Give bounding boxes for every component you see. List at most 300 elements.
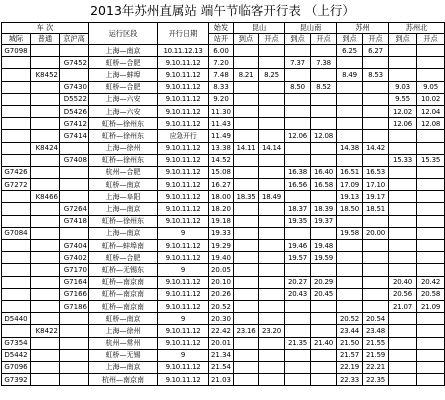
cell-train-regular: [31, 361, 60, 373]
cell-suzhou-depart: 17.10: [363, 179, 389, 191]
cell-origin-depart: 21.03: [209, 374, 234, 386]
cell-origin-depart: 19.29: [209, 240, 234, 252]
cell-suzhou-north-arrive: [389, 166, 417, 178]
cell-route: 杭州—南京南: [89, 374, 158, 386]
cell-suzhou-north-arrive: [389, 203, 417, 215]
cell-suzhou-north-arrive: 21.07: [389, 300, 417, 312]
cell-suzhou-north-depart: 20.42: [417, 276, 445, 288]
cell-kunshan-depart: [259, 118, 285, 130]
cell-run-dates: 9.10.11.12: [158, 93, 209, 105]
cell-train-regular: [31, 166, 60, 178]
cell-suzhou-north-arrive: [389, 179, 417, 191]
cell-train-intercity: [2, 81, 31, 93]
table-row: [2, 349, 445, 361]
cell-train-intercity: [2, 69, 31, 81]
cell-kunshan-depart: [259, 166, 285, 178]
cell-kunshan-south-depart: 18.39: [311, 203, 337, 215]
cell-kunshan-south-arrive: [285, 191, 311, 203]
cell-suzhou-arrive: [337, 118, 363, 130]
cell-kunshan-south-arrive: [285, 118, 311, 130]
cell-suzhou-north-depart: [417, 45, 445, 57]
cell-kunshan-south-arrive: 8.50: [285, 81, 311, 93]
cell-route: 上海—六安: [89, 105, 158, 117]
cell-kunshan-depart: [259, 361, 285, 373]
cell-run-dates: 9.10.11.12: [158, 252, 209, 264]
table-row: [2, 45, 445, 57]
cell-train-intercity: [2, 240, 31, 252]
cell-route: 虹桥—合肥: [89, 57, 158, 69]
cell-suzhou-north-depart: [417, 361, 445, 373]
cell-origin-depart: 20.52: [209, 300, 234, 312]
cell-route: 虹桥—无锡: [89, 349, 158, 361]
cell-suzhou-arrive: 18.50: [337, 203, 363, 215]
cell-kunshan-arrive: [234, 93, 259, 105]
cell-origin-depart: 13.38: [209, 142, 234, 154]
cell-kunshan-depart: [259, 215, 285, 227]
cell-kunshan-depart: 8.25: [259, 69, 285, 81]
cell-kunshan-south-arrive: [285, 264, 311, 276]
cell-train-intercity: [2, 154, 31, 166]
table-row: [2, 130, 445, 142]
table-row: [2, 203, 445, 215]
header-jinghu: 京沪高: [60, 34, 89, 45]
cell-kunshan-depart: [259, 81, 285, 93]
cell-origin-depart: 6.00: [209, 45, 234, 57]
cell-suzhou-arrive: [337, 154, 363, 166]
cell-suzhou-north-depart: [417, 374, 445, 386]
cell-kunshan-arrive: [234, 130, 259, 142]
cell-train-regular: K8452: [31, 69, 60, 81]
cell-origin-depart: 20.10: [209, 276, 234, 288]
cell-suzhou-depart: 6.27: [363, 45, 389, 57]
cell-train-intercity: [2, 252, 31, 264]
cell-route: 杭州—常州: [89, 337, 158, 349]
cell-train-jinghu: [60, 361, 89, 373]
cell-kunshan-south-depart: 12.08: [311, 130, 337, 142]
table-row: [2, 215, 445, 227]
cell-kunshan-south-arrive: 18.37: [285, 203, 311, 215]
cell-kunshan-depart: [259, 240, 285, 252]
cell-run-dates: 9.10.11.12: [158, 240, 209, 252]
cell-run-dates: 9.10.11.12: [158, 215, 209, 227]
cell-train-intercity: [2, 276, 31, 288]
cell-suzhou-depart: 21.55: [363, 337, 389, 349]
table-row: [2, 361, 445, 373]
cell-suzhou-north-depart: [417, 227, 445, 239]
cell-kunshan-south-depart: 8.52: [311, 81, 337, 93]
cell-suzhou-north-arrive: 9.03: [389, 81, 417, 93]
cell-kunshan-south-arrive: [285, 349, 311, 361]
cell-suzhou-north-arrive: [389, 337, 417, 349]
cell-train-regular: [31, 215, 60, 227]
header-row-1: [2, 23, 445, 34]
cell-route: 上海—蚌埠: [89, 69, 158, 81]
cell-train-intercity: [2, 130, 31, 142]
cell-route: 虹桥—南京: [89, 179, 158, 191]
header-kunshan-south: 昆山南: [285, 23, 337, 34]
cell-kunshan-south-depart: 19.48: [311, 240, 337, 252]
header-dates: 开行日期: [158, 23, 209, 45]
cell-suzhou-depart: [363, 215, 389, 227]
header-sz-arrive: 到点: [337, 34, 363, 45]
cell-train-jinghu: [60, 349, 89, 361]
cell-train-jinghu: [60, 227, 89, 239]
cell-suzhou-north-arrive: [389, 142, 417, 154]
cell-kunshan-south-arrive: 19.57: [285, 252, 311, 264]
cell-kunshan-depart: [259, 154, 285, 166]
cell-kunshan-south-depart: [311, 154, 337, 166]
cell-run-dates: 9: [158, 313, 209, 325]
cell-kunshan-arrive: [234, 313, 259, 325]
table-row: [2, 276, 445, 288]
cell-suzhou-arrive: 16.51: [337, 166, 363, 178]
cell-origin-depart: 16.27: [209, 179, 234, 191]
cell-route: 虹桥—徐州东: [89, 130, 158, 142]
cell-suzhou-depart: [363, 154, 389, 166]
cell-kunshan-south-depart: 19.59: [311, 252, 337, 264]
cell-suzhou-north-depart: [417, 325, 445, 337]
cell-kunshan-depart: [259, 57, 285, 69]
cell-train-regular: [31, 179, 60, 191]
cell-suzhou-depart: 20.54: [363, 313, 389, 325]
table-row: [2, 252, 445, 264]
table-row: [2, 166, 445, 178]
cell-suzhou-north-arrive: [389, 130, 417, 142]
cell-route: 虹桥—徐州东: [89, 215, 158, 227]
cell-kunshan-south-depart: [311, 325, 337, 337]
cell-route: 虹桥—南京南: [89, 276, 158, 288]
cell-kunshan-depart: [259, 227, 285, 239]
table-row: [2, 337, 445, 349]
cell-kunshan-south-depart: 20.29: [311, 276, 337, 288]
cell-kunshan-depart: [259, 93, 285, 105]
cell-suzhou-depart: 20.00: [363, 227, 389, 239]
cell-suzhou-depart: [363, 105, 389, 117]
cell-kunshan-depart: [259, 300, 285, 312]
cell-train-jinghu: [60, 325, 89, 337]
cell-train-intercity: [2, 203, 31, 215]
cell-suzhou-north-arrive: [389, 374, 417, 386]
header-origin-dep-2: 站开: [209, 34, 234, 45]
cell-train-regular: [31, 118, 60, 130]
cell-kunshan-south-depart: [311, 361, 337, 373]
cell-kunshan-arrive: [234, 105, 259, 117]
cell-kunshan-depart: [259, 276, 285, 288]
cell-kunshan-south-arrive: 7.37: [285, 57, 311, 69]
cell-train-jinghu: [60, 45, 89, 57]
cell-train-jinghu: G7430: [60, 81, 89, 93]
cell-suzhou-depart: [363, 57, 389, 69]
cell-suzhou-depart: [363, 252, 389, 264]
cell-kunshan-depart: [259, 349, 285, 361]
cell-train-regular: K8424: [31, 142, 60, 154]
cell-kunshan-depart: [259, 203, 285, 215]
cell-kunshan-south-arrive: [285, 45, 311, 57]
cell-train-jinghu: G7418: [60, 215, 89, 227]
cell-train-regular: [31, 374, 60, 386]
table-row: [2, 118, 445, 130]
cell-origin-depart: 22.42: [209, 325, 234, 337]
cell-train-jinghu: G7164: [60, 276, 89, 288]
cell-kunshan-depart: [259, 374, 285, 386]
cell-train-intercity: [2, 300, 31, 312]
cell-run-dates: 10.11.12.13: [158, 45, 209, 57]
table-row: [2, 105, 445, 117]
cell-route: 虹桥—徐州东: [89, 154, 158, 166]
cell-train-intercity: [2, 191, 31, 203]
cell-kunshan-arrive: [234, 349, 259, 361]
header-ks-arrive: 到点: [234, 34, 259, 45]
table-row: [2, 69, 445, 81]
cell-run-dates: 应急开行: [158, 130, 209, 142]
table-row: [2, 227, 445, 239]
cell-kunshan-arrive: 14.11: [234, 142, 259, 154]
cell-kunshan-south-arrive: 20.27: [285, 276, 311, 288]
cell-suzhou-north-depart: [417, 142, 445, 154]
cell-origin-depart: 14.52: [209, 154, 234, 166]
cell-train-intercity: [2, 288, 31, 300]
table-row: [2, 264, 445, 276]
cell-suzhou-north-arrive: [389, 313, 417, 325]
cell-train-intercity: G7096: [2, 361, 31, 373]
cell-suzhou-arrive: 19.13: [337, 191, 363, 203]
cell-train-jinghu: [60, 374, 89, 386]
cell-kunshan-arrive: [234, 154, 259, 166]
cell-kunshan-depart: [259, 288, 285, 300]
cell-suzhou-north-depart: [417, 337, 445, 349]
cell-kunshan-south-depart: [311, 142, 337, 154]
cell-kunshan-arrive: [234, 81, 259, 93]
cell-origin-depart: 20.30: [209, 313, 234, 325]
cell-train-regular: [31, 154, 60, 166]
cell-kunshan-arrive: [234, 361, 259, 373]
cell-train-regular: [31, 337, 60, 349]
cell-suzhou-arrive: [337, 93, 363, 105]
cell-kunshan-arrive: [234, 337, 259, 349]
cell-kunshan-south-depart: [311, 300, 337, 312]
cell-train-intercity: [2, 57, 31, 69]
cell-kunshan-arrive: 18.35: [234, 191, 259, 203]
cell-suzhou-north-arrive: 20.56: [389, 288, 417, 300]
cell-origin-depart: 8.33: [209, 81, 234, 93]
cell-route: 虹桥—蚌埠南: [89, 240, 158, 252]
cell-suzhou-arrive: [337, 105, 363, 117]
table-row: [2, 300, 445, 312]
cell-train-jinghu: G7412: [60, 118, 89, 130]
cell-route: 上海—六安: [89, 93, 158, 105]
cell-train-intercity: G7392: [2, 374, 31, 386]
cell-run-dates: 9: [158, 264, 209, 276]
table-row: [2, 93, 445, 105]
cell-kunshan-depart: [259, 130, 285, 142]
cell-train-intercity: [2, 118, 31, 130]
cell-run-dates: 9.10.11.12: [158, 81, 209, 93]
cell-kunshan-arrive: [234, 203, 259, 215]
header-ks-depart: 开点: [259, 34, 285, 45]
table-row: [2, 313, 445, 325]
cell-suzhou-depart: 22.35: [363, 374, 389, 386]
cell-suzhou-north-arrive: [389, 240, 417, 252]
cell-suzhou-north-arrive: [389, 57, 417, 69]
cell-route: 上海—徐州: [89, 142, 158, 154]
cell-route: 虹桥—南京: [89, 313, 158, 325]
cell-origin-depart: 19.18: [209, 215, 234, 227]
table-row: [2, 57, 445, 69]
cell-kunshan-south-depart: 16.58: [311, 179, 337, 191]
cell-suzhou-north-arrive: [389, 227, 417, 239]
cell-train-jinghu: D5522: [60, 93, 89, 105]
header-szn-depart: 开点: [417, 34, 445, 45]
cell-origin-depart: 20.01: [209, 337, 234, 349]
header-suzhou-north: 苏州北: [389, 23, 445, 34]
cell-kunshan-south-arrive: [285, 361, 311, 373]
cell-suzhou-depart: 8.53: [363, 69, 389, 81]
cell-train-regular: [31, 264, 60, 276]
cell-origin-depart: 15.08: [209, 166, 234, 178]
cell-suzhou-arrive: 22.19: [337, 361, 363, 373]
cell-train-regular: [31, 57, 60, 69]
cell-kunshan-south-depart: [311, 349, 337, 361]
cell-kunshan-depart: [259, 264, 285, 276]
cell-suzhou-depart: [363, 264, 389, 276]
cell-route: 上海—南京: [89, 203, 158, 215]
cell-run-dates: 9.10.11.12: [158, 191, 209, 203]
timetable-body: [2, 45, 445, 386]
cell-kunshan-arrive: [234, 300, 259, 312]
cell-suzhou-depart: [363, 276, 389, 288]
cell-kunshan-south-depart: [311, 374, 337, 386]
cell-route: 上海—徐州: [89, 325, 158, 337]
cell-suzhou-north-arrive: 15.33: [389, 154, 417, 166]
cell-train-regular: [31, 313, 60, 325]
cell-suzhou-depart: [363, 81, 389, 93]
cell-train-intercity: [2, 325, 31, 337]
cell-suzhou-north-arrive: [389, 191, 417, 203]
cell-suzhou-north-depart: [417, 240, 445, 252]
cell-suzhou-north-arrive: 12.02: [389, 105, 417, 117]
cell-train-regular: [31, 252, 60, 264]
cell-kunshan-south-depart: 16.40: [311, 166, 337, 178]
cell-origin-depart: 7.48: [209, 69, 234, 81]
cell-kunshan-south-arrive: [285, 374, 311, 386]
cell-origin-depart: 21.54: [209, 361, 234, 373]
cell-train-regular: [31, 240, 60, 252]
cell-kunshan-south-depart: 21.40: [311, 337, 337, 349]
cell-origin-depart: 11.43: [209, 118, 234, 130]
cell-train-regular: [31, 93, 60, 105]
cell-kunshan-south-arrive: [285, 154, 311, 166]
header-route: 运行区段: [89, 23, 158, 45]
cell-train-regular: [31, 81, 60, 93]
cell-kunshan-south-arrive: 21.35: [285, 337, 311, 349]
cell-route: 上海—阜阳: [89, 191, 158, 203]
cell-suzhou-depart: [363, 93, 389, 105]
cell-train-jinghu: G7264: [60, 203, 89, 215]
cell-train-intercity: [2, 215, 31, 227]
cell-kunshan-south-arrive: [285, 227, 311, 239]
cell-kunshan-depart: [259, 337, 285, 349]
cell-train-jinghu: G7170: [60, 264, 89, 276]
cell-kunshan-arrive: [234, 264, 259, 276]
cell-kunshan-south-arrive: 19.46: [285, 240, 311, 252]
cell-suzhou-north-depart: [417, 313, 445, 325]
cell-suzhou-north-depart: [417, 179, 445, 191]
cell-suzhou-arrive: [337, 276, 363, 288]
cell-train-regular: [31, 105, 60, 117]
cell-suzhou-depart: 23.48: [363, 325, 389, 337]
cell-kunshan-south-arrive: [285, 142, 311, 154]
cell-kunshan-south-depart: [311, 227, 337, 239]
table-row: [2, 191, 445, 203]
cell-suzhou-arrive: [337, 288, 363, 300]
cell-suzhou-arrive: 14.38: [337, 142, 363, 154]
cell-origin-depart: 19.33: [209, 227, 234, 239]
cell-train-regular: K8422: [31, 325, 60, 337]
cell-kunshan-arrive: 23.16: [234, 325, 259, 337]
cell-route: 虹桥—合肥: [89, 252, 158, 264]
table-row: [2, 154, 445, 166]
cell-route: 杭州—合肥: [89, 166, 158, 178]
cell-train-jinghu: G7402: [60, 252, 89, 264]
cell-run-dates: 9.10.11.12: [158, 69, 209, 81]
cell-kunshan-south-arrive: [285, 105, 311, 117]
cell-suzhou-north-arrive: 12.06: [389, 118, 417, 130]
header-train-no: 车 次: [2, 23, 89, 34]
cell-kunshan-south-depart: [311, 93, 337, 105]
cell-kunshan-south-arrive: 20.43: [285, 288, 311, 300]
cell-run-dates: 9.10.11.12: [158, 276, 209, 288]
cell-kunshan-south-depart: [311, 105, 337, 117]
cell-kunshan-south-arrive: 16.38: [285, 166, 311, 178]
cell-kunshan-south-depart: [311, 45, 337, 57]
cell-kunshan-depart: 18.49: [259, 191, 285, 203]
cell-suzhou-depart: 21.59: [363, 349, 389, 361]
table-row: [2, 325, 445, 337]
cell-route: 上海—南京: [89, 45, 158, 57]
cell-kunshan-south-arrive: [285, 300, 311, 312]
cell-run-dates: 9.10.11.12: [158, 325, 209, 337]
cell-train-regular: [31, 276, 60, 288]
cell-suzhou-north-arrive: 9.55: [389, 93, 417, 105]
cell-train-regular: [31, 349, 60, 361]
cell-suzhou-arrive: [337, 300, 363, 312]
cell-suzhou-depart: [363, 130, 389, 142]
cell-run-dates: 9.10.11.12: [158, 288, 209, 300]
cell-run-dates: 9.10.11.12: [158, 300, 209, 312]
cell-kunshan-depart: [259, 252, 285, 264]
cell-run-dates: 9.10.11.12: [158, 166, 209, 178]
cell-kunshan-arrive: [234, 227, 259, 239]
header-origin-dep-1: 始发: [209, 23, 234, 34]
cell-train-jinghu: G7452: [60, 57, 89, 69]
cell-suzhou-north-depart: 9.05: [417, 81, 445, 93]
cell-kunshan-depart: [259, 45, 285, 57]
cell-kunshan-depart: 14.14: [259, 142, 285, 154]
cell-route: 上海—南京: [89, 227, 158, 239]
cell-kunshan-south-depart: 7.38: [311, 57, 337, 69]
cell-train-jinghu: [60, 313, 89, 325]
cell-run-dates: 9: [158, 349, 209, 361]
table-row: [2, 142, 445, 154]
cell-suzhou-north-arrive: [389, 264, 417, 276]
cell-suzhou-north-depart: [417, 166, 445, 178]
cell-train-intercity: [2, 93, 31, 105]
cell-origin-depart: 9.20: [209, 93, 234, 105]
cell-train-intercity: [2, 142, 31, 154]
cell-suzhou-north-depart: [417, 57, 445, 69]
cell-kunshan-south-depart: [311, 264, 337, 276]
cell-train-jinghu: G7408: [60, 154, 89, 166]
